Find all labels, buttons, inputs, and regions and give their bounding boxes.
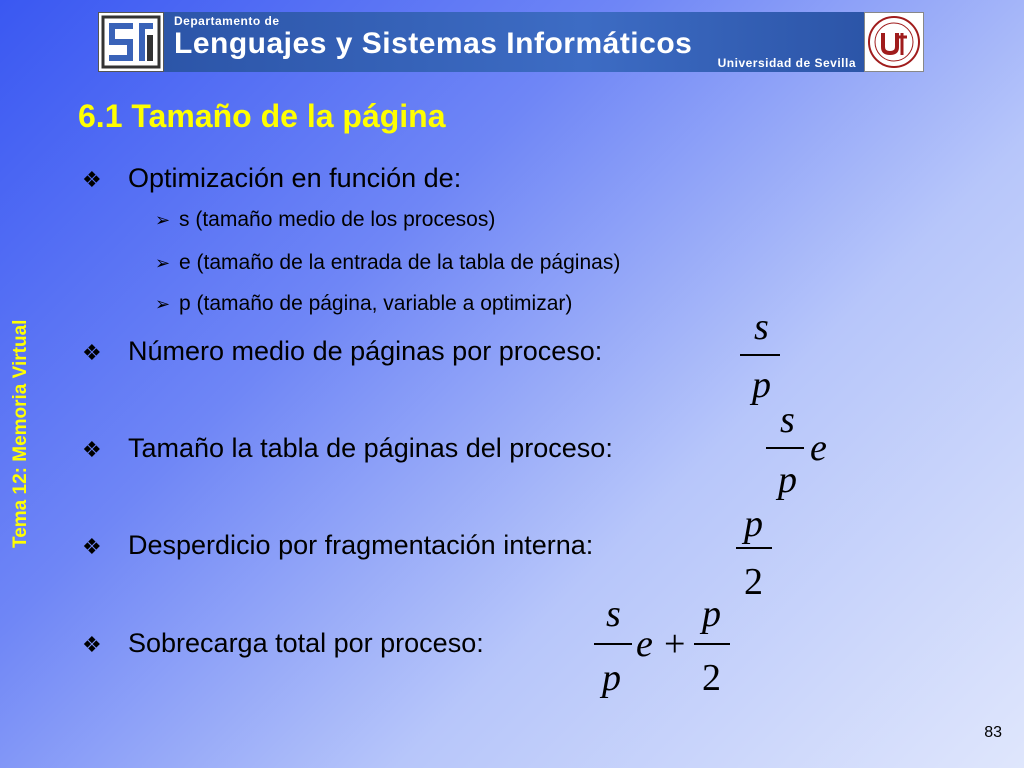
bullet-text: Sobrecarga total por proceso:: [128, 628, 484, 658]
sub-item-text: s (tamaño medio de los procesos): [179, 208, 496, 231]
bullet-marker-icon: ❖: [82, 632, 102, 657]
page-number: 83: [984, 724, 1002, 741]
formula-numerator: p: [702, 593, 721, 635]
formula-numerator: s: [754, 306, 769, 348]
formula-s-over-p: [738, 305, 798, 415]
bullet-marker-icon: ❖: [82, 437, 102, 462]
header-banner: [98, 12, 924, 72]
formula-s-over-p-times-e: [764, 400, 844, 510]
bullet-marker-icon: ❖: [82, 167, 102, 192]
formula-denominator: 2: [702, 657, 721, 699]
bullet-total-overhead: [82, 628, 484, 659]
formula-total-overhead: [592, 592, 742, 712]
bullet-text: Optimización en función de:: [128, 163, 462, 193]
sub-item-p: [155, 292, 572, 316]
bullet-text: Número medio de páginas por proceso:: [128, 336, 603, 366]
formula-numerator: s: [780, 400, 795, 441]
department-name: Lenguajes y Sistemas Informáticos: [174, 27, 693, 60]
topic-side-label: Tema 12: Memoria Virtual: [10, 319, 31, 548]
bullet-pages-per-process: [82, 336, 602, 367]
formula-numerator: p: [744, 503, 763, 545]
formula-plus: +: [664, 623, 686, 665]
sub-marker-icon: ➢: [155, 294, 171, 314]
bullet-page-table-size: [82, 433, 613, 464]
formula-denominator: p: [752, 364, 771, 406]
bullet-internal-fragmentation: [82, 530, 593, 561]
banner-title-area: [164, 12, 864, 72]
bullet-text: Desperdicio por fragmentación interna:: [128, 530, 594, 560]
bullet-marker-icon: ❖: [82, 340, 102, 365]
lsi-logo: [98, 12, 164, 72]
sub-marker-icon: ➢: [155, 253, 171, 273]
sub-item-text: p (tamaño de página, variable a optimizar): [179, 292, 573, 315]
formula-numerator: s: [606, 593, 621, 635]
formula-denominator: 2: [744, 561, 763, 603]
bullet-optimization: [82, 163, 461, 194]
formula-factor: e: [636, 623, 653, 665]
sub-item-e: [155, 251, 620, 275]
formula-factor: e: [810, 427, 827, 469]
formula-denominator: p: [602, 657, 621, 699]
sub-item-text: e (tamaño de la entrada de la tabla de páginas): [179, 251, 621, 274]
university-name: Universidad de Sevilla: [717, 56, 856, 70]
department-label: Departamento de: [174, 14, 280, 28]
formula-denominator: p: [778, 459, 797, 501]
sub-item-s: [155, 208, 495, 232]
sub-marker-icon: ➢: [155, 210, 171, 230]
slide-title: 6.1 Tamaño de la página: [78, 98, 446, 134]
university-seal-icon: [864, 12, 924, 72]
bullet-marker-icon: ❖: [82, 534, 102, 559]
bullet-text: Tamaño la tabla de páginas del proceso:: [128, 433, 613, 463]
